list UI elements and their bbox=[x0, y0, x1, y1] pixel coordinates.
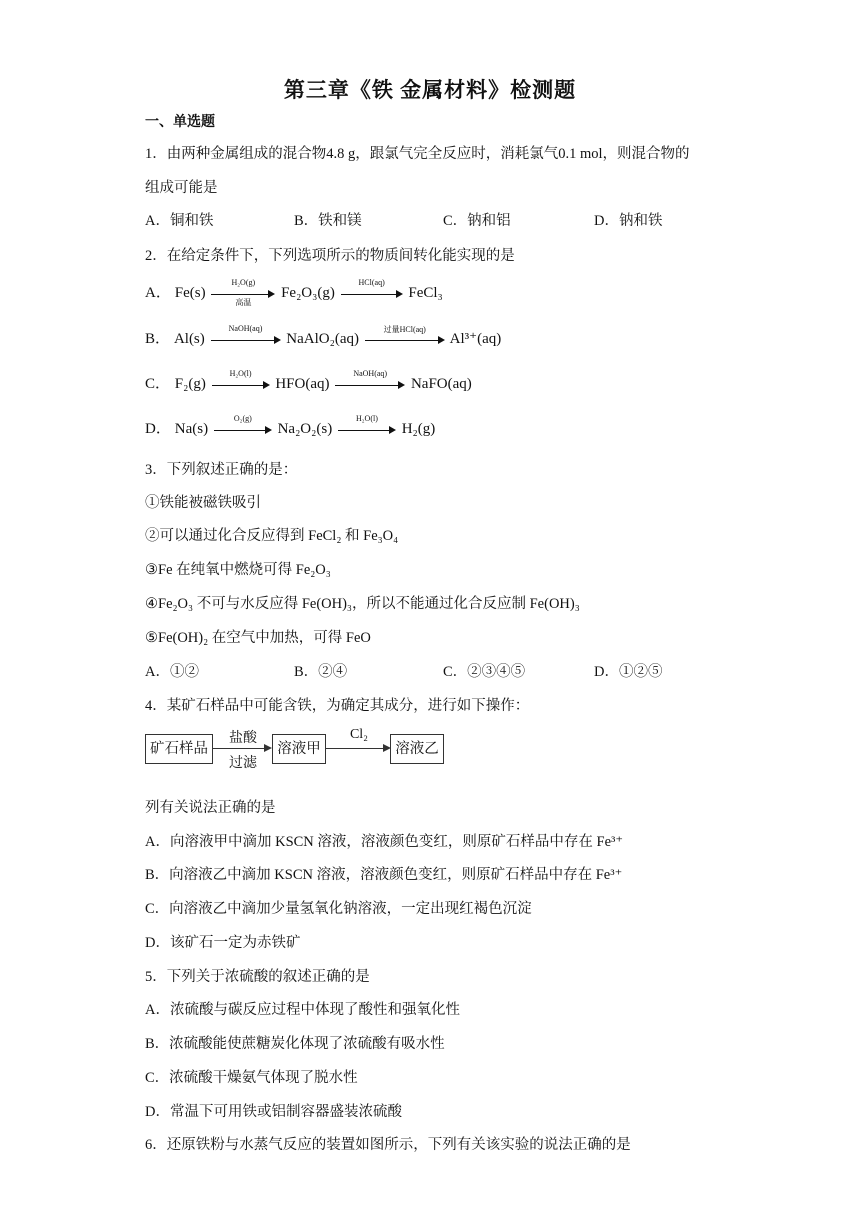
q3-item-2: ②可以通过化合反应得到 FeCl₂ 和 Fe₃O₄ bbox=[145, 528, 399, 544]
arrow-condition-top: 过量HCl(aq) bbox=[383, 324, 426, 334]
q3-item-5: ⑤Fe(OH)₂ 在空气中加热，可得 FeO bbox=[145, 630, 371, 646]
q5-option-b: B．浓硫酸能使蔗糖炭化体现了浓硫酸有吸水性 bbox=[145, 1036, 445, 1052]
flow-label-filter: 过滤 bbox=[229, 756, 257, 771]
intermediate: Na₂O₂(s) bbox=[277, 421, 333, 437]
product: NaFO(aq) bbox=[410, 376, 472, 392]
flow-box-solution-a: 溶液甲 bbox=[272, 734, 326, 764]
page-title: 第三章《铁 金属材料》检测题 bbox=[283, 78, 577, 102]
reaction-arrow bbox=[341, 277, 403, 301]
q3-option-c: C．②③④⑤ bbox=[443, 664, 526, 680]
q1-stem-line1: 1．由两种金属组成的混合物4.8 g，跟氯气完全反应时，消耗氯气0.1 mol，则混合物的 bbox=[145, 146, 690, 162]
q3-stem: 3．下列叙述正确的是： bbox=[145, 462, 298, 478]
q4-stem: 4．某矿石样品中可能含铁，为确定其成分，进行如下操作： bbox=[145, 698, 530, 714]
flow-label-hydrochloric-acid: 盐酸 bbox=[229, 731, 257, 746]
reactant: Na(s) bbox=[174, 421, 209, 437]
q5-option-a: A．浓硫酸与碳反应过程中体现了酸性和强氧化性 bbox=[145, 1002, 460, 1018]
arrow-condition-top: H₂O(g) bbox=[231, 277, 256, 287]
reactant: F₂(g) bbox=[174, 376, 206, 392]
intermediate: HFO(aq) bbox=[275, 376, 330, 392]
q4-option-a: A．向溶液甲中滴加 KSCN 溶液，溶液颜色变红，则原矿石样品中存在 Fe³⁺ bbox=[145, 834, 624, 850]
q2-option-a bbox=[145, 277, 443, 307]
flow-box-ore-sample: 矿石样品 bbox=[145, 734, 213, 764]
q2-stem: 2．在给定条件下，下列选项所示的物质间转化能实现的是 bbox=[145, 248, 515, 264]
option-label: A． bbox=[145, 285, 171, 301]
product: FeCl₃ bbox=[408, 285, 443, 301]
q3-option-d: D．①②⑤ bbox=[594, 664, 663, 680]
q4-lead: 列有关说法正确的是 bbox=[145, 800, 276, 816]
q2-option-b bbox=[145, 323, 502, 348]
reaction-arrow bbox=[365, 324, 445, 347]
q3-item-3: ③Fe 在纯氧中燃烧可得 Fe₂O₃ bbox=[145, 562, 331, 578]
option-label: C． bbox=[145, 376, 171, 392]
q6-stem: 6．还原铁粉与水蒸气反应的装置如图所示，下列有关该实验的说法正确的是 bbox=[145, 1137, 631, 1153]
arrow-condition-top: NaOH(aq) bbox=[353, 368, 388, 378]
q3-option-a: A．①② bbox=[145, 664, 199, 680]
q5-option-d: D．常温下可用铁或铝制容器盛装浓硫酸 bbox=[145, 1104, 402, 1120]
q4-option-b: B．向溶液乙中滴加 KSCN 溶液，溶液颜色变红，则原矿石样品中存在 Fe³⁺ bbox=[145, 867, 623, 883]
q3-item-4: ④Fe₂O₃ 不可与水反应得 Fe(OH)₃，所以不能通过化合反应制 Fe(OH)₃ bbox=[145, 596, 580, 612]
arrow-condition-top: H₂O(l) bbox=[229, 368, 252, 378]
reactant: Fe(s) bbox=[174, 285, 206, 301]
arrow-condition-top: H₂O(l) bbox=[355, 413, 378, 423]
q5-option-c: C．浓硫酸干燥氨气体现了脱水性 bbox=[145, 1070, 358, 1086]
arrow-condition-top: O₂(g) bbox=[233, 413, 252, 423]
reaction-arrow bbox=[214, 413, 272, 437]
flow-box-solution-b: 溶液乙 bbox=[390, 734, 444, 764]
reaction-arrow bbox=[338, 413, 396, 437]
option-label: D． bbox=[145, 421, 171, 437]
q3-option-b: B．②④ bbox=[294, 664, 348, 680]
reaction-arrow bbox=[335, 368, 405, 392]
option-label: B． bbox=[145, 331, 171, 347]
arrow-condition-top: NaOH(aq) bbox=[228, 323, 263, 333]
reaction-arrow bbox=[211, 323, 281, 347]
q2-option-d bbox=[145, 413, 436, 438]
q1-option-d: D．钠和铁 bbox=[594, 213, 663, 229]
q5-stem: 5．下列关于浓硫酸的叙述正确的是 bbox=[145, 969, 370, 985]
flow-arrow-1 bbox=[213, 748, 265, 749]
reactant: Al(s) bbox=[173, 331, 205, 347]
flow-label-chlorine: Cl₂ bbox=[349, 727, 369, 742]
q4-option-d: D．该矿石一定为赤铁矿 bbox=[145, 935, 301, 951]
intermediate: NaAlO₂(aq) bbox=[286, 331, 359, 347]
arrow-condition-top: HCl(aq) bbox=[358, 277, 385, 287]
reaction-arrow bbox=[211, 277, 275, 307]
q1-option-c: C．钠和铝 bbox=[443, 213, 511, 229]
product: H₂(g) bbox=[401, 421, 436, 437]
section-heading: 一、单选题 bbox=[145, 115, 215, 130]
q4-option-c: C．向溶液乙中滴加少量氢氧化钠溶液，一定出现红褐色沉淀 bbox=[145, 901, 532, 917]
q1-option-b: B．铁和镁 bbox=[294, 213, 362, 229]
flow-arrowhead-1 bbox=[264, 744, 272, 752]
flow-arrow-2 bbox=[326, 748, 384, 749]
arrow-condition-bottom: 高温 bbox=[235, 297, 252, 307]
reaction-arrow bbox=[212, 368, 270, 392]
product: Al³⁺(aq) bbox=[449, 331, 502, 347]
q2-option-c bbox=[145, 368, 472, 393]
intermediate: Fe₂O₃(g) bbox=[281, 285, 335, 301]
process-flowchart bbox=[145, 727, 445, 771]
q3-item-1: ①铁能被磁铁吸引 bbox=[145, 495, 261, 511]
q1-stem-line2: 组成可能是 bbox=[145, 180, 218, 196]
q1-option-a: A．铜和铁 bbox=[145, 213, 214, 229]
